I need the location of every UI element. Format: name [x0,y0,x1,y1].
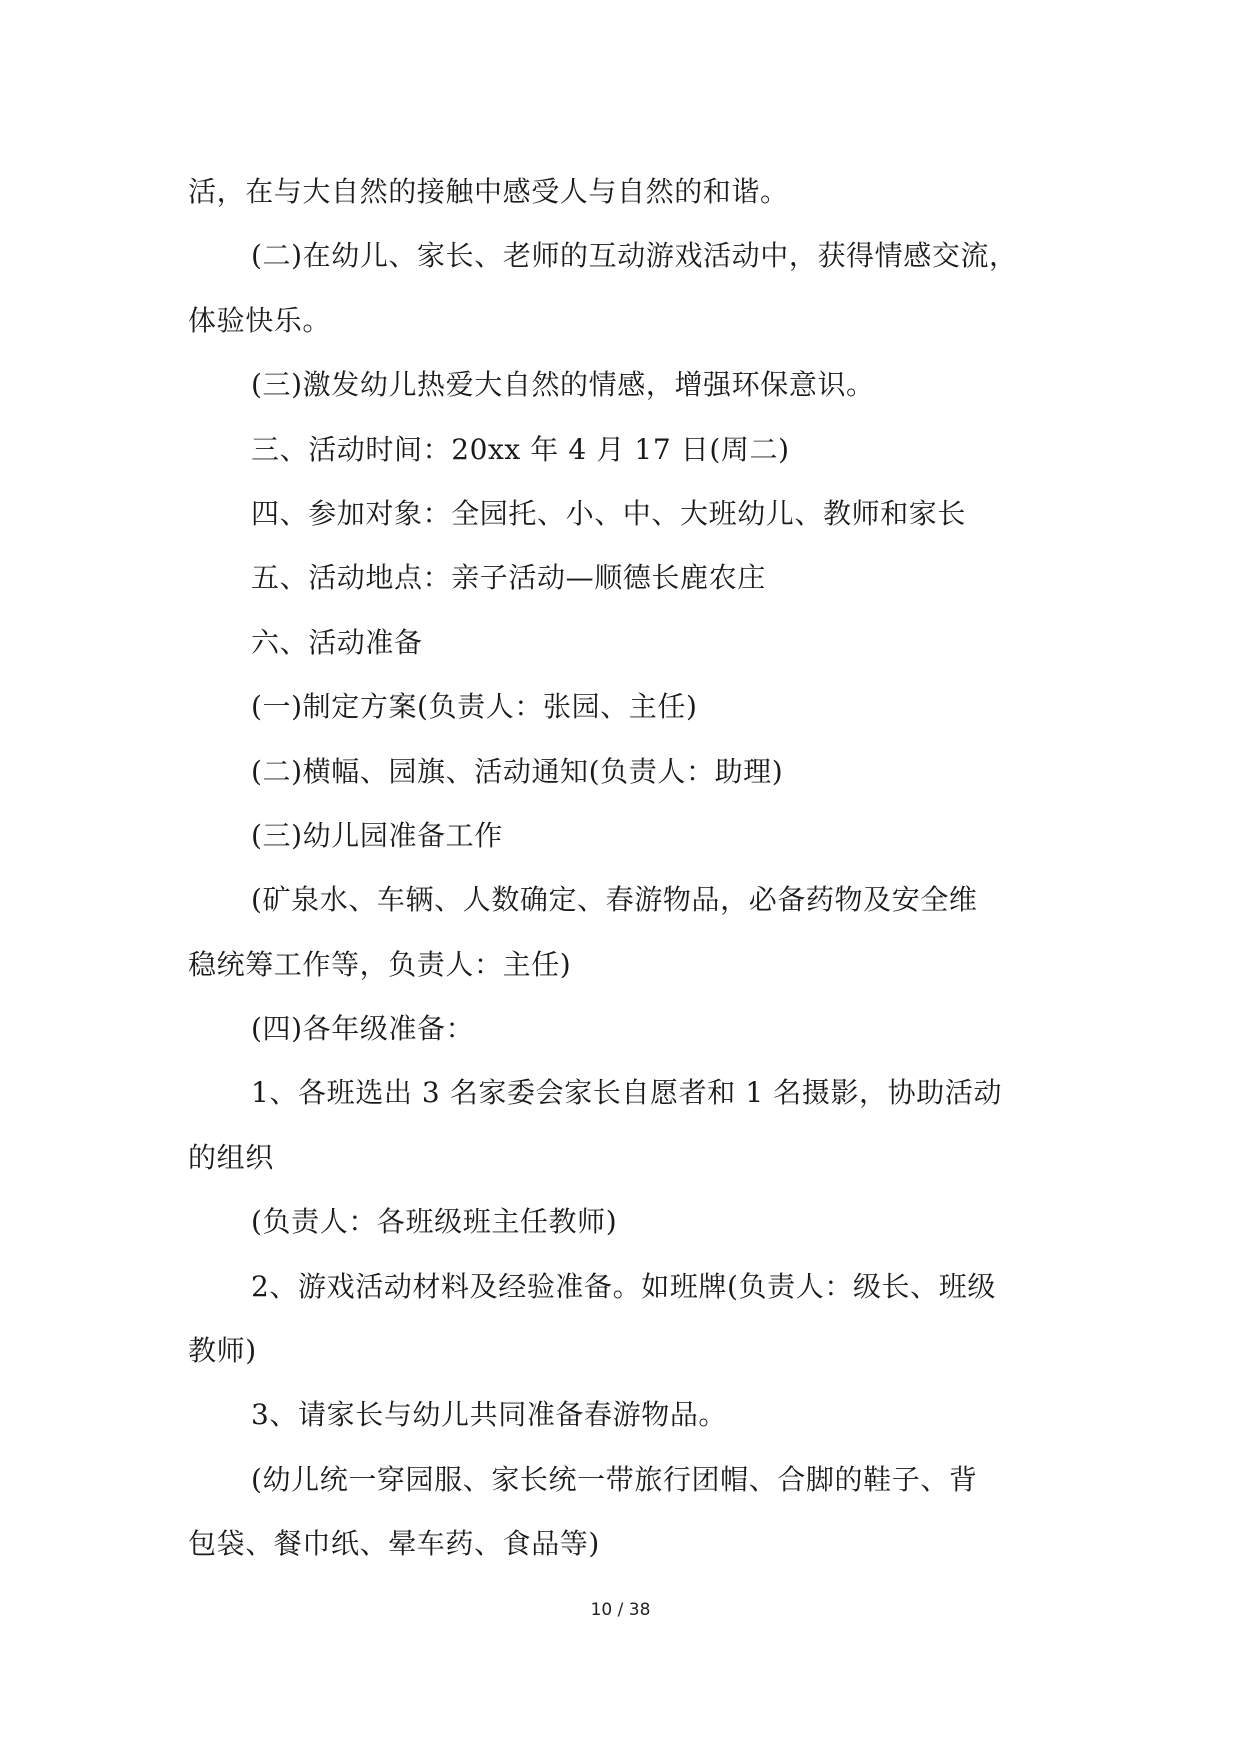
text-line: 1、各班选出 3 名家委会家长自愿者和 1 名摄影，协助活动 [251,1076,1003,1110]
text-line: (三)激发幼儿热爱大自然的情感，增强环保意识。 [251,368,875,402]
text-line: (三)幼儿园准备工作 [251,818,503,852]
text-line: (二)横幅、园旗、活动通知(负责人：助理) [251,754,784,788]
text-line: (负责人：各班级班主任教师) [251,1205,618,1239]
text-line: (二)在幼儿、家长、老师的互动游戏活动中，获得情感交流， [251,239,1018,273]
text-line: 教师) [188,1334,257,1368]
text-line: 的组织 [188,1140,274,1174]
text-line: 体验快乐。 [188,303,332,337]
text-line: (矿泉水、车辆、人数确定、春游物品，必备药物及安全维 [251,883,978,917]
page-number: 10 / 38 [590,1600,651,1620]
text-line: (幼儿统一穿园服、家长统一带旅行团帽、合脚的鞋子、背 [251,1462,978,1496]
activity-time-line: 三、活动时间：20xx 年 4 月 17 日(周二) [251,432,790,466]
text-line: 3、请家长与幼儿共同准备春游物品。 [251,1398,728,1432]
text-line: 活，在与大自然的接触中感受人与自然的和谐。 [188,175,789,208]
text-line: (一)制定方案(负责人：张园、主任) [251,690,698,724]
participants-line: 四、参加对象：全园托、小、中、大班幼儿、教师和家长 [251,496,967,530]
section-heading: 六、活动准备 [251,625,423,659]
text-line: (四)各年级准备： [251,1012,475,1046]
location-line: 五、活动地点：亲子活动—顺德长鹿农庄 [251,561,766,595]
text-line: 稳统筹工作等，负责人：主任) [188,947,572,981]
text-line: 包袋、餐巾纸、晕车药、食品等) [188,1527,600,1561]
body-text [188,160,1088,1577]
text-line: 2、游戏活动材料及经验准备。如班牌(负责人：级长、班级 [251,1269,996,1303]
